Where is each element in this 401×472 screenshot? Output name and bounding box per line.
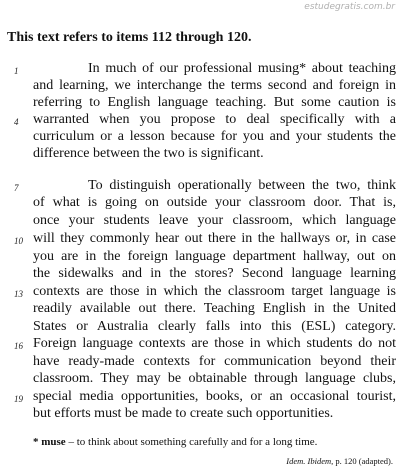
text-line: warranted when you propose to deal specifically with a [33,112,396,127]
text-line: have ready-made contexts for communication beyond their [33,354,396,369]
line-number: 13 [14,289,23,299]
text-line: once your students leave your classroom, which language [33,213,396,228]
line-number: 16 [14,341,23,351]
text-line: and learning, we interchange the terms second and foreign in [33,78,396,93]
line-number: 19 [14,394,23,404]
text-line: To distinguish operationally between the two, think [88,178,396,193]
text-line: but efforts must be made to create such opportunities. [33,406,334,421]
text-line: curriculum or a lesson because for you and your students the [33,129,396,144]
line-number: 10 [14,236,23,246]
text-line: special media opportunities, books, or an occasional tourist, [33,389,396,404]
source-italic: Idem. Ibidem [286,456,332,466]
line-number: 7 [14,183,19,193]
text-line: the sidewalks and in the stores? Second language learning [33,266,396,281]
text-line: readily available out there. Teaching English in the United [33,301,396,316]
footnote [33,436,317,448]
text-line: In much of our professional musing* about teaching [88,61,396,76]
text-line: of what is going on outside your classroom door. That is, [33,195,396,210]
text-line: classroom. They may be obtainable through language clubs, [33,371,396,386]
section-heading: This text refers to items 112 through 120. [7,30,252,45]
text-line: difference between the two is significant. [33,146,264,161]
text-line: will they commonly hear out there in the hallways or, in case [33,231,396,246]
text-line: States or Australia clearly falls into this (ESL) category. [33,319,396,334]
line-number: 4 [14,117,19,127]
text-line: you are in the foreign language department hallway, out on [33,249,396,264]
text-line: Foreign language contexts are those in which students do not [33,336,396,351]
text-line: contexts are those in which the classroom target language is [33,284,396,299]
line-number: 1 [14,66,19,76]
footnote-term: * muse [33,436,66,448]
watermark: estudegratis.com.br [304,2,395,12]
source-citation [286,456,393,466]
source-rest: , p. 120 (adapted). [331,456,393,466]
text-line: referring to English language teaching. But some caution is [33,95,396,110]
footnote-definition: – to think about something carefully and for a long time. [65,436,318,448]
